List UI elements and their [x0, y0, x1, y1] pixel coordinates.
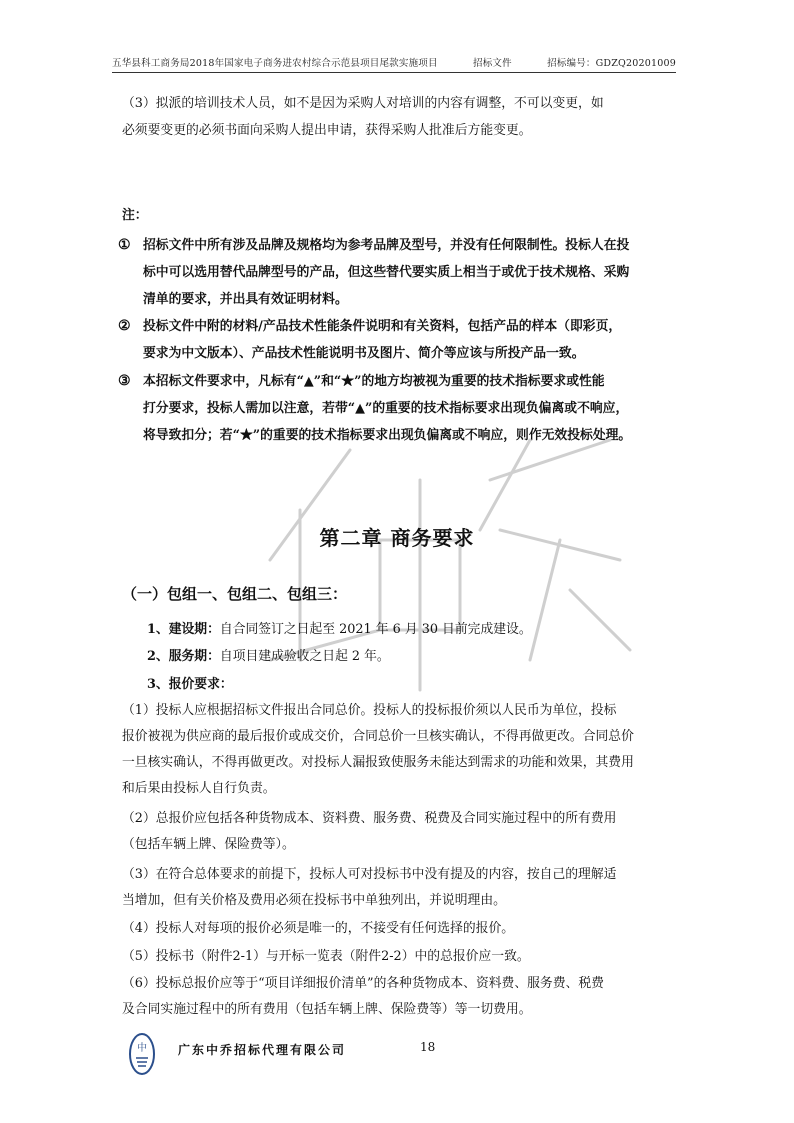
company-logo-icon: [128, 1032, 156, 1076]
note-2-line-2: 要求为中文版本）、产品技术性能说明书及图片、简介等应该与所投产品一致。: [143, 346, 585, 361]
footer-company: 广东中乔招标代理有限公司: [178, 1043, 347, 1057]
section-title: （一）包组一、包组二、包组三：: [122, 585, 348, 603]
running-header: [112, 55, 676, 69]
item-service: [147, 644, 675, 670]
service-label: 2、服务期：: [147, 649, 220, 664]
quote-5: （5）投标书（附件2-1）与开标一览表（附件2-2）中的总报价应一致。: [122, 949, 530, 964]
quote-1-line-3: 一旦核实确认，不得再做更改。对投标人漏报致使服务未能达到需求的功能和效果，其费用: [122, 755, 634, 770]
quote-1-line-1: （1）投标人应根据招标文件报出合同总价。投标人的投标报价须以人民币为单位，投标: [122, 703, 617, 718]
header-rule: [112, 72, 676, 73]
note-1-line-2: 标中可以选用替代品牌型号的产品，但这些替代要实质上相当于或优于技术规格、采购: [143, 265, 630, 280]
quote-4: （4）投标人对每项的报价必须是唯一的，不接受有任何选择的报价。: [122, 921, 515, 936]
quote-3-line-1: （3）在符合总体要求的前提下，投标人可对投标书中没有提及的内容，按自己的理解适: [122, 867, 617, 882]
quote-1-line-4: 和后果由投标人自行负责。: [122, 781, 276, 796]
intro-line-2: 必须要变更的必须书面向采购人提出申请，获得采购人批准后方能变更。: [122, 123, 532, 138]
page-number: 18: [420, 1040, 436, 1054]
note-1-line-3: 清单的要求，并出具有效证明材料。: [143, 292, 348, 307]
quote-1-line-2: 报价被视为供应商的最后报价或成交价，合同总价一旦核实确认，不得再做更改。合同总价: [122, 729, 634, 744]
quote-2-line-2: （包括车辆上牌、保险费等）。: [122, 837, 295, 852]
service-text: 自项目建成验收之日起 2 年。: [219, 649, 390, 664]
note-2-line-1: 投标文件中附的材料/产品技术性能条件说明和有关资料，包括产品的样本（即彩页，: [143, 319, 622, 334]
intro-line-1: （3）拟派的培训技术人员，如不是因为采购人对培训的内容有调整，不可以变更，如: [122, 96, 604, 111]
item-construction: [147, 617, 675, 643]
note-3-number: ③: [118, 373, 131, 389]
construction-label: 1、建设期：: [147, 622, 220, 637]
note-1-number: ①: [118, 237, 131, 253]
note-3-line-2: 打分要求，投标人需加以注意，若带“▲”的重要的技术指标要求出现负偏离或不响应，: [143, 401, 629, 416]
quote-2-line-1: （2）总报价应包括各种货物成本、资料费、服务费、税费及合同实施过程中的所有费用: [122, 811, 617, 826]
note-1-line-1: 招标文件中所有涉及品牌及规格均为参考品牌及型号，并没有任何限制性。投标人在投: [143, 238, 630, 253]
quote-6-line-2: 及合同实施过程中的所有费用（包括车辆上牌、保险费等）等一切费用。: [122, 1002, 532, 1017]
header-project-title: 五华县科工商务局2018年国家电子商务进农村综合示范县项目尾款实施项目: [112, 58, 438, 69]
header-doc-type: 招标文件: [473, 58, 512, 69]
note-3-line-3: 将导致扣分；若“★”的重要的技术指标要求出现负偏离或不响应，则作无效投标处理。: [143, 428, 632, 443]
construction-text: 自合同签订之日起至 2021 年 6 月 30 日前完成建设。: [219, 622, 532, 637]
notes-label: 注：: [122, 208, 148, 223]
quote-6-line-1: （6）投标总报价应等于“项目详细报价清单”的各种货物成本、资料费、服务费、税费: [122, 976, 604, 991]
header-bid-number: 招标编号：GDZQ20201009: [547, 58, 676, 69]
chapter-title: 第二章 商务要求: [319, 526, 475, 550]
note-3-line-1: 本招标文件要求中，凡标有“▲”和“★”的地方均被视为重要的技术指标要求或性能: [143, 374, 605, 389]
logo-char: 中: [137, 1043, 147, 1054]
quote-label: 3、报价要求：: [147, 677, 233, 692]
quote-3-line-2: 当增加，但有关价格及费用必须在投标书中单独列出，并说明理由。: [122, 893, 506, 908]
note-2-number: ②: [118, 318, 131, 334]
